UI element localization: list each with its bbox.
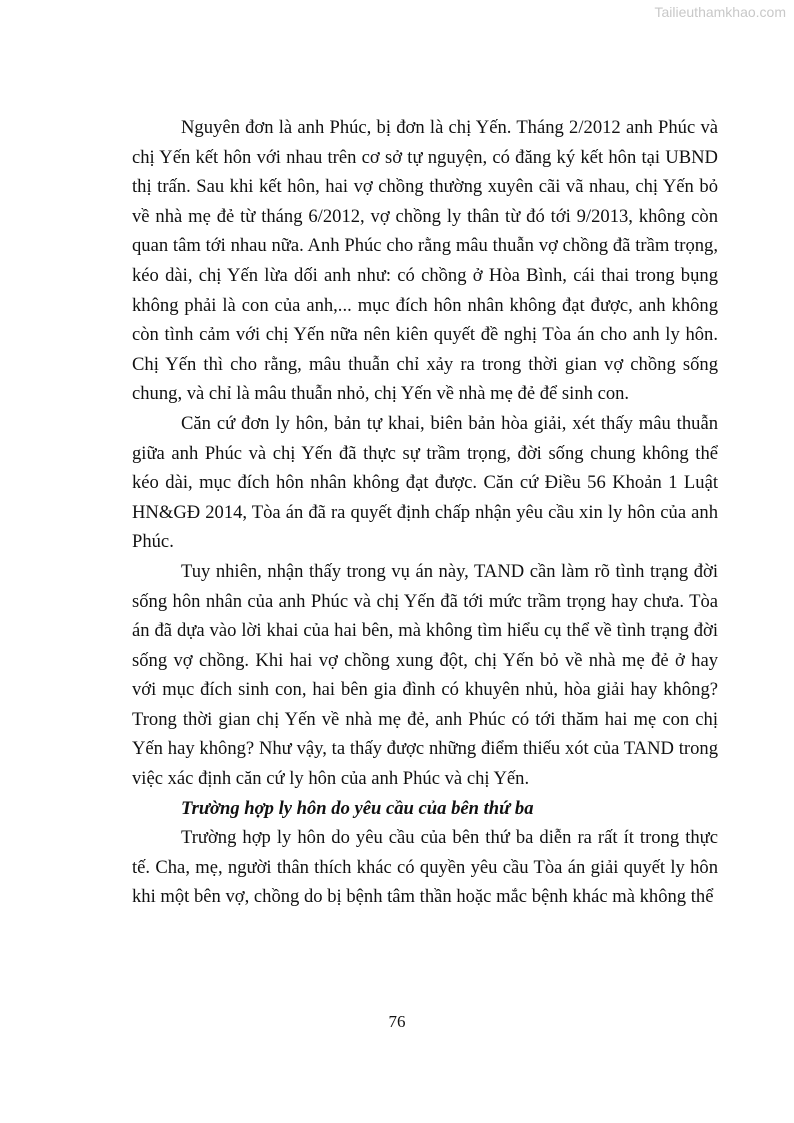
- watermark: Tailieuthamkhao.com: [654, 4, 786, 20]
- paragraph-case-facts: Nguyên đơn là anh Phúc, bị đơn là chị Yến. Tháng 2/2012 anh Phúc và chị Yến kết hôn với nhau trên cơ sở tự nguyện, có đăng ký kết hôn tại UBND thị trấn. Sau khi kết hôn, hai vợ chồng thường xuyên cãi vã nhau, chị Yến bỏ về nhà mẹ đẻ từ tháng 6/2012, vợ chồng ly thân từ đó tới 9/2013, không còn quan tâm tới nhau nữa. Anh Phúc cho rằng mâu thuẫn vợ chồng đã trầm trọng, kéo dài, chị Yến lừa dối anh như: có chồng ở Hòa Bình, cái thai trong bụng không phải là con của anh,... mục đích hôn nhân không đạt được, anh không còn tình cảm với chị Yến nữa nên kiên quyết đề nghị Tòa án cho anh ly hôn. Chị Yến thì cho rằng, mâu thuẫn chỉ xảy ra trong thời gian vợ chồng sống chung, và chỉ là mâu thuẫn nhỏ, chị Yến về nhà mẹ đẻ để sinh con.: [132, 117, 718, 405]
- document-body: [132, 113, 718, 912]
- paragraph-analysis: Tuy nhiên, nhận thấy trong vụ án này, TAND cần làm rõ tình trạng đời sống hôn nhân của anh Phúc và chị Yến đã tới mức trầm trọng hay chưa. Tòa án đã dựa vào lời khai của hai bên, mà không tìm hiểu cụ thể về tình trạng đời sống vợ chồng. Khi hai vợ chồng xung đột, chị Yến bỏ về nhà mẹ đẻ ở hay với mục đích sinh con, hai bên gia đình có khuyên nhủ, hòa giải hay không? Trong thời gian chị Yến về nhà mẹ đẻ, anh Phúc có tới thăm hai mẹ con chị Yến hay không? Như vậy, ta thấy được những điểm thiếu xót của TAND trong việc xác định căn cứ ly hôn của anh Phúc và chị Yến.: [132, 560, 718, 790]
- page-number: 76: [388, 1012, 406, 1031]
- paragraph-court-decision: Căn cứ đơn ly hôn, bản tự khai, biên bản hòa giải, xét thấy mâu thuẫn giữa anh Phúc và chị Yến đã thực sự trầm trọng, đời sống chung không thể kéo dài, mục đích hôn nhân không đạt được. Căn cứ Điều 56 Khoản 1 Luật HN&GĐ 2014, Tòa án đã ra quyết định chấp nhận yêu cầu xin ly hôn của anh Phúc.: [132, 412, 718, 553]
- paragraph-third-party: Trường hợp ly hôn do yêu cầu của bên thứ ba diễn ra rất ít trong thực tế. Cha, mẹ, người thân thích khác có quyền yêu cầu Tòa án giải quyết ly hôn khi một bên vợ, chồng do bị bệnh tâm thần hoặc mắc bệnh khác mà không thể: [132, 827, 718, 908]
- section-heading: Trường hợp ly hôn do yêu cầu của bên thứ ba: [181, 797, 534, 819]
